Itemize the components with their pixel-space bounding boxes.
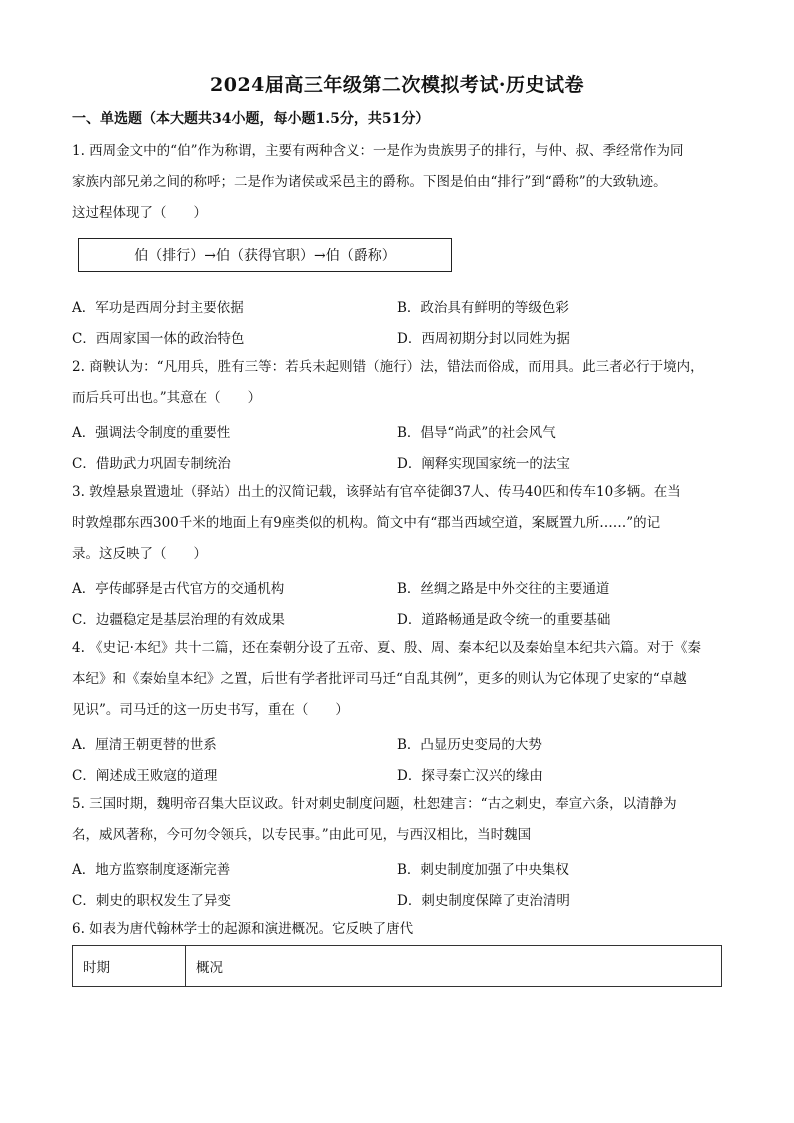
question-4-stem [72,633,727,726]
question-3-stem [72,477,727,570]
stem-line: 时敦煌郡东西300千米的地面上有9座类似的机构。简文中有“郡当西域空道，案厩置九所……”的记 [72,515,661,531]
question-6-table [72,945,722,987]
option-a[interactable]: A．军功是西周分封主要依据 [72,300,244,316]
option-b[interactable]: B．凸显历史变局的大势 [397,737,542,753]
question-1-stem [72,136,727,229]
stem-line: 家族内部兄弟之间的称呼；二是作为诸侯或采邑主的爵称。下图是伯由“排行”到“爵称”的大致轨迹。 [72,174,667,190]
question-2-options-row-2 [72,452,727,472]
stem-line: 1. 西周金文中的“伯”作为称谓，主要有两种含义：一是作为贵族男子的排行，与仲、叔、季经常作为同 [72,143,684,159]
option-c[interactable]: C．边疆稳定是基层治理的有效成果 [72,612,285,628]
question-4-options-row-2 [72,764,727,784]
question-2-stem [72,352,727,414]
stem-line: 2. 商鞅认为：“凡用兵，胜有三等：若兵未起则错（施行）法，错法而俗成，而用具。此三者必行于境内， [72,359,704,375]
stem-line: 3. 敦煌悬泉置遗址（驿站）出土的汉简记载，该驿站有官卒徒御37人、传马40匹和传车10多辆。在当 [72,484,681,500]
question-1-options-row-1 [72,296,727,316]
option-d[interactable]: D．刺史制度保障了吏治清明 [397,893,570,909]
question-6-stem [72,914,727,945]
question-3-options-row-2 [72,608,727,628]
question-4-options-row-1 [72,733,727,753]
option-a[interactable]: A．强调法令制度的重要性 [72,425,231,441]
stem-line: 这过程体现了（ ） [72,205,207,221]
question-1-options-row-2 [72,327,727,347]
stem-line: 见识”。司马迁的这一历史书写，重在（ ） [72,702,349,718]
option-c[interactable]: C．阐述成王败寇的道理 [72,768,218,784]
stem-line: 5. 三国时期，魏明帝召集大臣议政。针对刺史制度问题，杜恕建言：“古之刺史，奉宣六条，以清静为 [72,796,677,812]
option-b[interactable]: B．刺史制度加强了中央集权 [397,862,569,878]
question-5-stem [72,789,727,851]
table-header-overview: 概况 [196,960,223,976]
option-c[interactable]: C．西周家国一体的政治特色 [72,331,245,347]
option-d[interactable]: D．道路畅通是政令统一的重要基础 [397,612,611,628]
option-b[interactable]: B．政治具有鲜明的等级色彩 [397,300,569,316]
stem-line: 名，威风著称，今可勿令领兵，以专民事。”由此可见，与西汉相比，当时魏国 [72,827,532,843]
option-a[interactable]: A．亭传邮驿是古代官方的交通机构 [72,581,285,597]
option-d[interactable]: D．西周初期分封以同姓为据 [397,331,570,347]
question-2-options-row-1 [72,421,727,441]
option-a[interactable]: A．厘清王朝更替的世系 [72,737,217,753]
stem-line: 4. 《史记·本纪》共十二篇，还在秦朝分设了五帝、夏、殷、周、秦本纪以及秦始皇本纪共六篇。对于《秦 [72,640,701,656]
option-c[interactable]: C．刺史的职权发生了异变 [72,893,231,909]
page-title: 2024届高三年级第二次模拟考试·历史试卷 [210,74,584,96]
section-heading: 一、单选题（本大题共34小题，每小题1.5分，共51分） [72,111,430,127]
option-c[interactable]: C．借助武力巩固专制统治 [72,456,231,472]
question-5-options-row-1 [72,858,727,878]
option-b[interactable]: B．丝绸之路是中外交往的主要通道 [397,581,610,597]
stem-line: 本纪》和《秦始皇本纪》之置，后世有学者批评司马迁“自乱其例”，更多的则认为它体现了史家的“卓越 [72,671,687,687]
stem-line: 而后兵可出也。”其意在（ ） [72,390,262,406]
question-1-figure: 伯（排行）→伯（获得官职）→伯（爵称） [78,238,452,272]
stem-line: 录。这反映了（ ） [72,546,207,562]
option-b[interactable]: B．倡导“尚武”的社会风气 [397,425,556,441]
stem-line: 6. 如表为唐代翰林学士的起源和演进概况。它反映了唐代 [72,921,414,937]
option-a[interactable]: A．地方监察制度逐渐完善 [72,862,231,878]
option-d[interactable]: D．探寻秦亡汉兴的缘由 [397,768,543,784]
question-3-options-row-1 [72,577,727,597]
table-header-period: 时期 [73,946,186,986]
option-d[interactable]: D．阐释实现国家统一的法宝 [397,456,570,472]
question-5-options-row-2 [72,889,727,909]
